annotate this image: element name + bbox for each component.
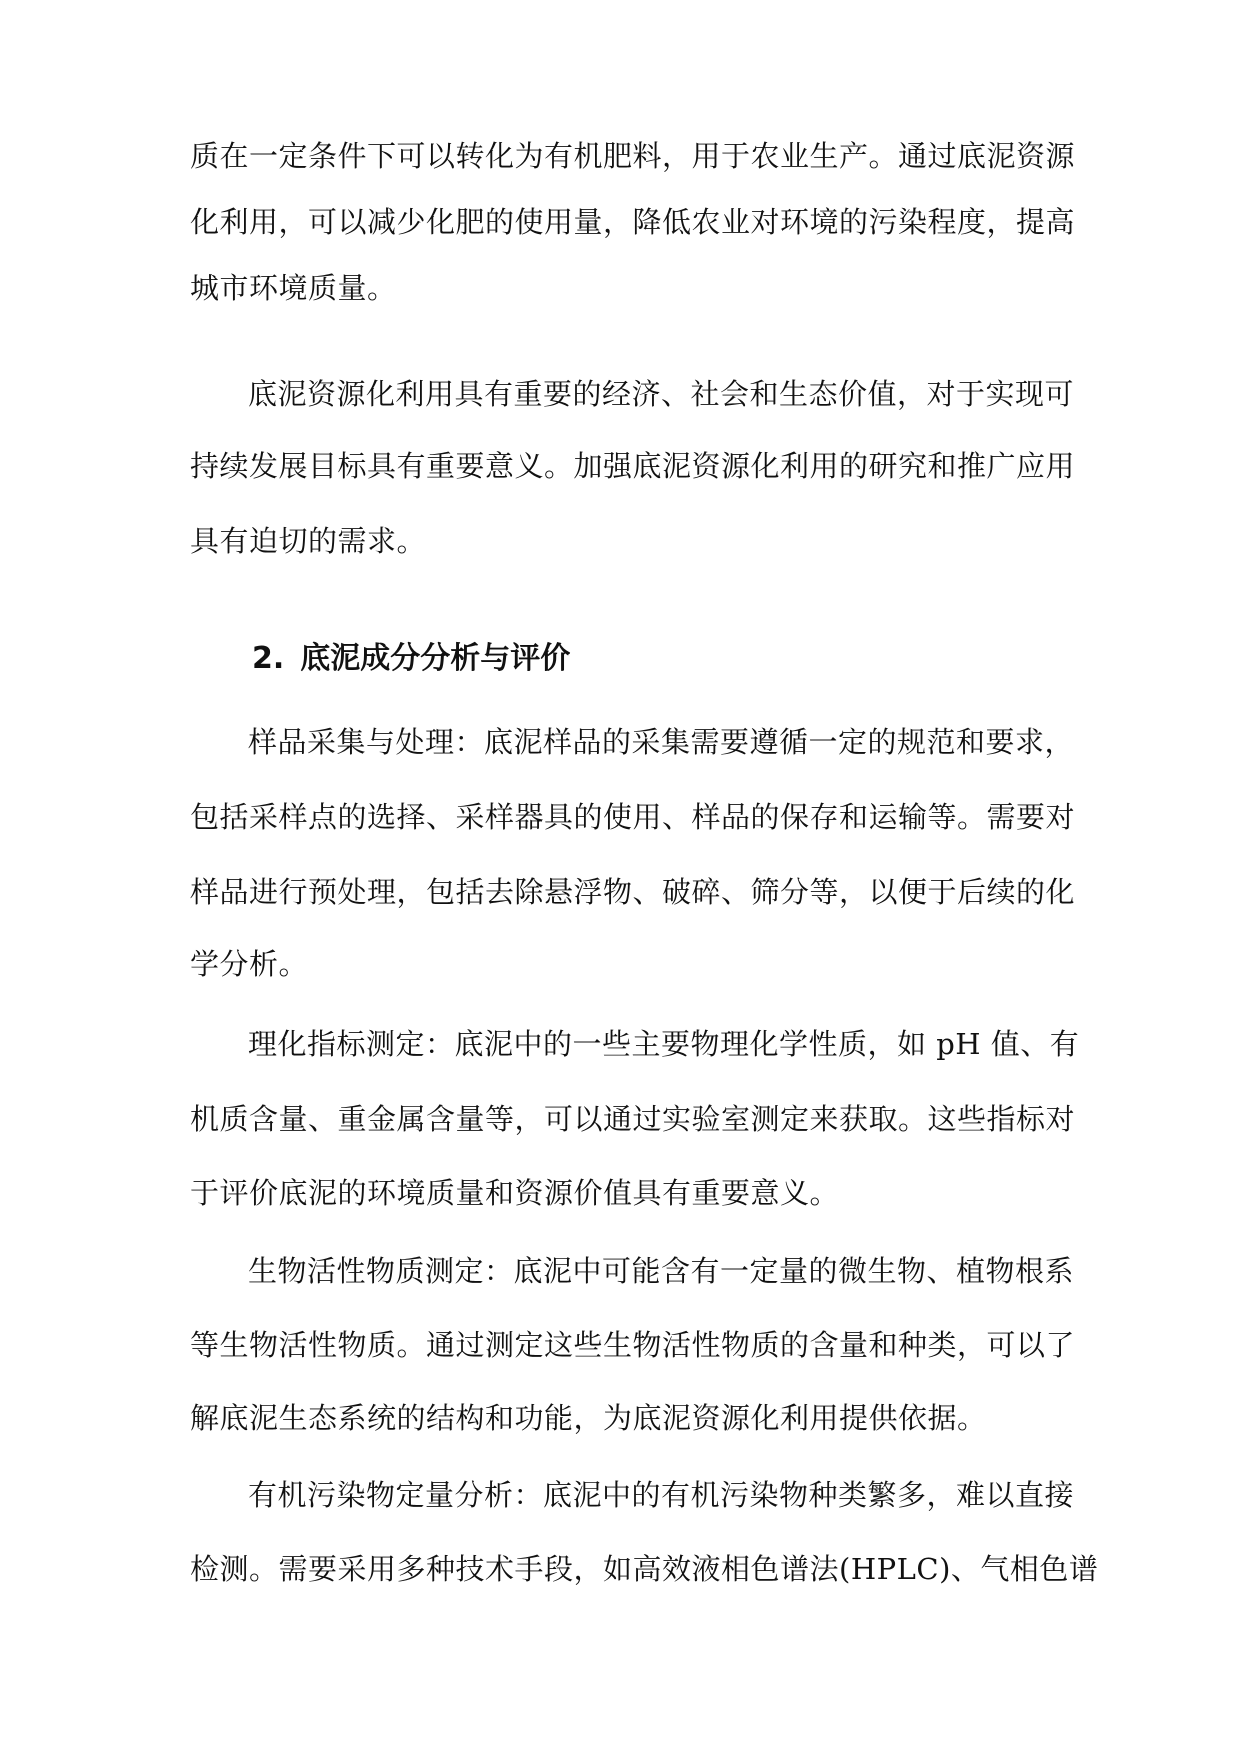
bio-line-3: 解底泥生态系统的结构和功能，为底泥资源化利用提供依据。 [190, 1401, 987, 1435]
summary-line-3: 具有迫切的需求。 [190, 524, 427, 558]
intro-line-3: 城市环境质量。 [190, 271, 397, 305]
organic-line-2: 检测。需要采用多种技术手段，如高效液相色谱法(HPLC)、气相色谱 [190, 1552, 1099, 1586]
section-heading [252, 640, 570, 678]
physchem-line-2: 机质含量、重金属含量等，可以通过实验室测定来获取。这些指标对 [190, 1102, 1076, 1136]
bio-line-1: 生物活性物质测定：底泥中可能含有一定量的微生物、植物根系 [248, 1254, 1075, 1288]
summary-line-1: 底泥资源化利用具有重要的经济、社会和生态价值，对于实现可 [248, 377, 1075, 411]
sampling-line-1: 样品采集与处理：底泥样品的采集需要遵循一定的规范和要求， [248, 725, 1075, 759]
sampling-line-4: 学分析。 [190, 947, 309, 981]
sampling-line-3: 样品进行预处理，包括去除悬浮物、破碎、筛分等，以便于后续的化 [190, 875, 1076, 909]
organic-line-1: 有机污染物定量分析：底泥中的有机污染物种类繁多，难以直接 [248, 1478, 1075, 1512]
intro-line-2: 化利用，可以减少化肥的使用量，降低农业对环境的污染程度，提高 [190, 205, 1076, 239]
summary-line-2: 持续发展目标具有重要意义。加强底泥资源化利用的研究和推广应用 [190, 449, 1076, 483]
sampling-line-2: 包括采样点的选择、采样器具的使用、样品的保存和运输等。需要对 [190, 800, 1076, 834]
section-title: 底泥成分分析与评价 [300, 641, 571, 676]
physchem-line-1: 理化指标测定：底泥中的一些主要物理化学性质，如 pH 值、有 [248, 1027, 1080, 1061]
physchem-line-3: 于评价底泥的环境质量和资源价值具有重要意义。 [190, 1176, 840, 1210]
bio-line-2: 等生物活性物质。通过测定这些生物活性物质的含量和种类，可以了 [190, 1328, 1076, 1362]
section-number: 2. [252, 641, 285, 676]
intro-line-1: 质在一定条件下可以转化为有机肥料，用于农业生产。通过底泥资源 [190, 139, 1076, 173]
